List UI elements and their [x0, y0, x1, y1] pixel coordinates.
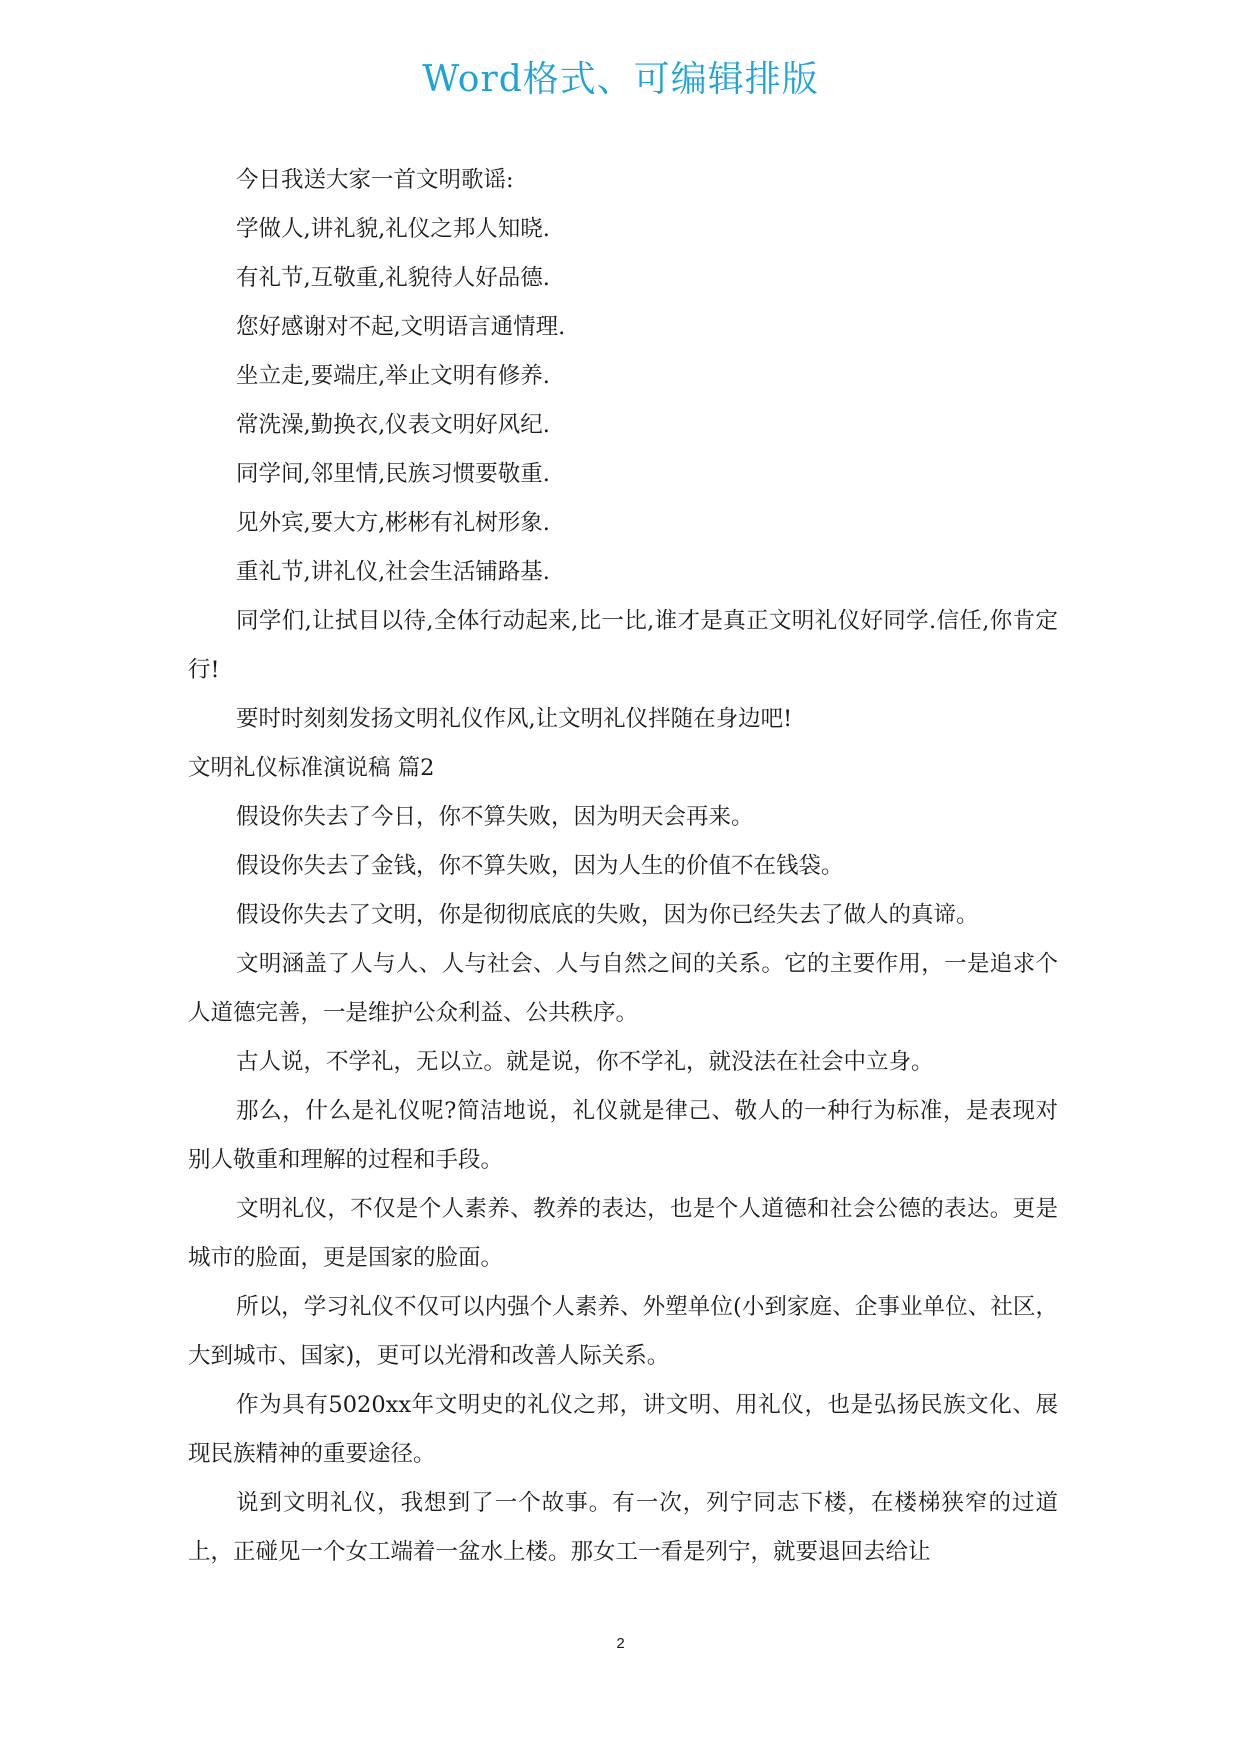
paragraph: 有礼节,互敬重,礼貌待人好品德. [236, 265, 550, 291]
paragraph: 假设你失去了今日，你不算失败，因为明天会再来。 [236, 804, 754, 830]
paragraph: 说到文明礼仪，我想到了一个故事。有一次，列宁同志下楼，在楼梯狭窄的过道上，正碰见一个女工端着一盆水上楼。那女工一看是列宁，就要退回去给让 [188, 1490, 1058, 1565]
paragraph: 作为具有5020xx年文明史的礼仪之邦，讲文明、用礼仪，也是弘扬民族文化、展现民族精神的重要途径。 [188, 1392, 1058, 1467]
paragraph: 假设你失去了文明，你是彻彻底底的失败，因为你已经失去了做人的真谛。 [236, 902, 979, 928]
section-heading: 文明礼仪标准演说稿 篇2 [188, 755, 435, 781]
paragraph: 所以，学习礼仪不仅可以内强个人素养、外塑单位(小到家庭、企事业单位、社区，大到城市、国家)，更可以光滑和改善人际关系。 [188, 1294, 1058, 1369]
paragraph: 要时时刻刻发扬文明礼仪作风,让文明礼仪拌随在身边吧! [236, 706, 793, 732]
paragraph: 重礼节,讲礼仪,社会生活铺路基. [236, 559, 550, 585]
page-number: 2 [616, 1635, 625, 1652]
paragraph: 那么，什么是礼仪呢?简洁地说，礼仪就是律己、敬人的一种行为标准，是表现对别人敬重和理解的过程和手段。 [188, 1098, 1058, 1173]
paragraph: 同学间,邻里情,民族习惯要敬重. [236, 461, 550, 487]
document-body [188, 156, 1058, 1577]
paragraph: 学做人,讲礼貌,礼仪之邦人知晓. [236, 216, 550, 242]
paragraph: 见外宾,要大方,彬彬有礼树形象. [236, 510, 550, 536]
paragraph: 您好感谢对不起,文明语言通情理. [236, 314, 566, 340]
paragraph: 古人说，不学礼，无以立。就是说，你不学礼，就没法在社会中立身。 [236, 1049, 934, 1075]
paragraph: 常洗澡,勤换衣,仪表文明好风纪. [236, 412, 550, 438]
page-header-title: Word格式、可编辑排版 [422, 59, 819, 100]
paragraph: 同学们,让拭目以待,全体行动起来,比一比,谁才是真正文明礼仪好同学.信任,你肯定行! [188, 608, 1058, 683]
paragraph: 今日我送大家一首文明歌谣: [236, 167, 514, 193]
paragraph: 文明礼仪，不仅是个人素养、教养的表达，也是个人道德和社会公德的表达。更是城市的脸面，更是国家的脸面。 [188, 1196, 1058, 1271]
paragraph: 坐立走,要端庄,举止文明有修养. [236, 363, 550, 389]
paragraph: 文明涵盖了人与人、人与社会、人与自然之间的关系。它的主要作用，一是追求个人道德完善，一是维护公众利益、公共秩序。 [188, 951, 1058, 1026]
paragraph: 假设你失去了金钱，你不算失败，因为人生的价值不在钱袋。 [236, 853, 844, 879]
